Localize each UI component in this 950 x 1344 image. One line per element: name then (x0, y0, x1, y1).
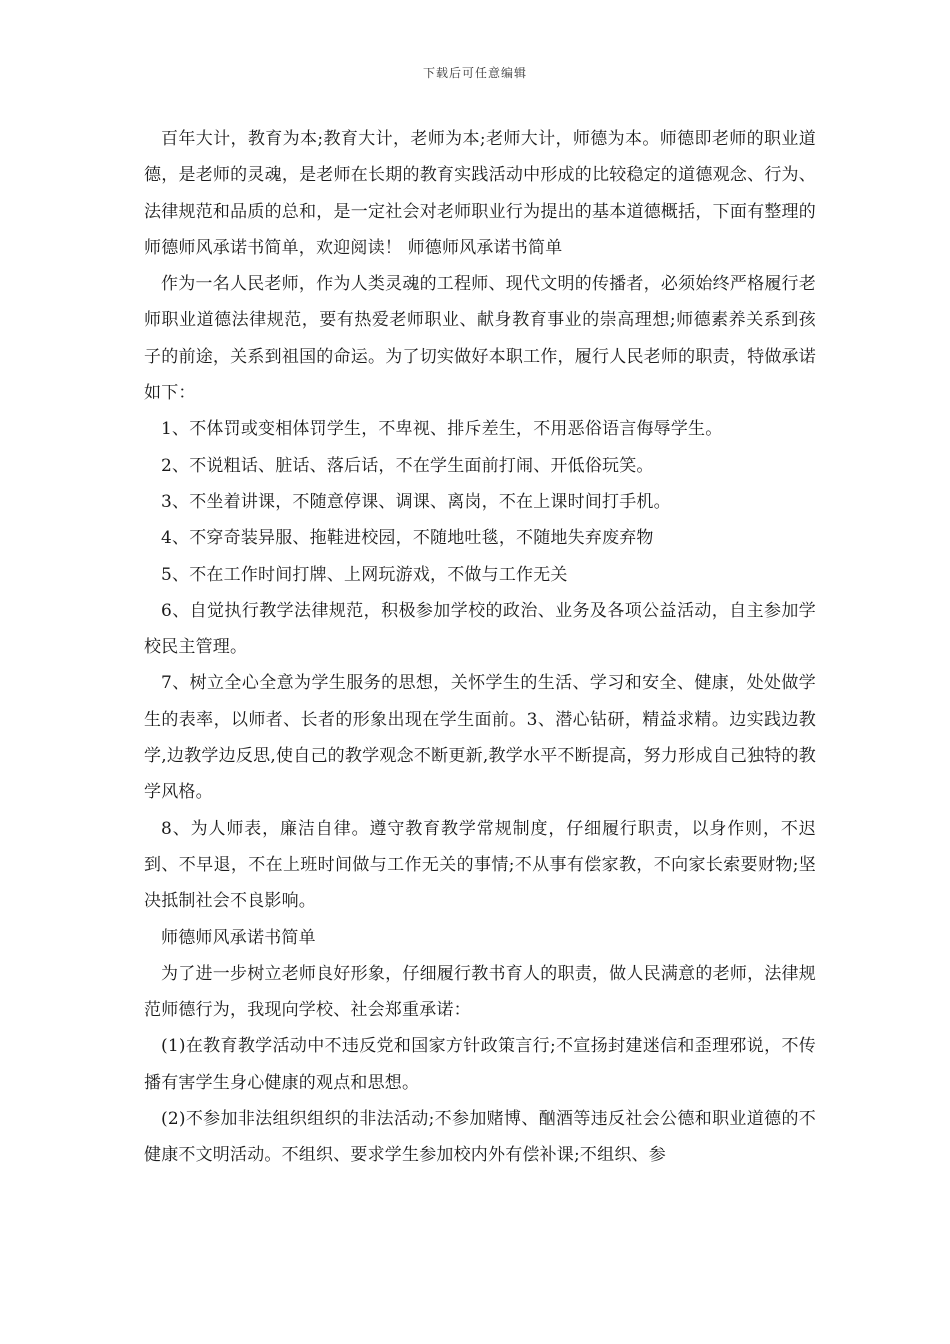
page-header: 下载后可任意编辑 (422, 66, 527, 80)
commitment-item-2: 2、不说粗话、脏话、落后话，不在学生面前打闹、开低俗玩笑。 (161, 455, 654, 476)
commitment-intro-paragraph: 作为一名人民老师，作为人类灵魂的工程师、现代文明的传播者，必须始终严格履行老师职业道德法律规范，要有热爱老师职业、献身教育事业的崇高理想;师德素养关系到孩子的前途，关系到祖国的命运。为了切实做好本职工作，履行人民老师的职责，特做承诺如下： (144, 274, 816, 404)
pledge-item-2: (2)不参加非法组织组织的非法活动;不参加赌博、酗酒等违反社会公德和职业道德的不健康不文明活动。不组织、要求学生参加校内外有偿补课;不组织、参 (144, 1109, 816, 1166)
commitment-item-5: 5、不在工作时间打牌、上网玩游戏，不做与工作无关 (161, 564, 568, 585)
intro-paragraph: 百年大计，教育为本;教育大计，老师为本;老师大计，师德为本。师德即老师的职业道德，是老师的灵魂，是老师在长期的教育实践活动中形成的比较稳定的道德观念、行为、法律规范和品质的总和，是一定社会对老师职业行为提出的基本道德概括，下面有整理的师德师风承诺书简单，欢迎阅读！ 师德师风承诺书简单 (144, 129, 816, 258)
second-intro-paragraph: 为了进一步树立老师良好形象，仔细履行教书育人的职责，做人民满意的老师，法律规范师德行为，我现向学校、社会郑重承诺： (144, 963, 816, 1021)
pledge-item-1: (1)在教育教学活动中不违反党和国家方针政策言行;不宣扬封建迷信和歪理邪说，不传播有害学生身心健康的观点和思想。 (144, 1036, 816, 1093)
commitment-item-7: 7、树立全心全意为学生服务的思想，关怀学生的生活、学习和安全、健康，处处做学生的表率，以师者、长者的形象出现在学生面前。3、潜心钻研，精益求精。边实践边教学,边教学边反思,使自己的教学观念不断更新,教学水平不断提高，努力形成自己独特的教学风格。 (144, 673, 816, 803)
commitment-item-1: 1、不体罚或变相体罚学生，不卑视、排斥差生，不用恶俗语言侮辱学生。 (161, 419, 723, 440)
commitment-item-3: 3、不坐着讲课，不随意停课、调课、离岗，不在上课时间打手机。 (161, 491, 671, 512)
commitment-item-6: 6、自觉执行教学法律规范，积极参加学校的政治、业务及各项公益活动，自主参加学校民主管理。 (144, 600, 816, 658)
commitment-item-4: 4、不穿奇装异服、拖鞋进校园，不随地吐毯，不随地失弃废弃物 (161, 528, 654, 549)
section-heading: 师德师风承诺书简单 (161, 927, 316, 948)
commitment-item-8: 8、为人师表，廉洁自律。遵守教育教学常规制度，仔细履行职责，以身作则，不迟到、不早退，不在上班时间做与工作无关的事情;不从事有偿家教，不向家长索要财物;坚决抵制社会不良影响。 (144, 818, 816, 912)
document-body (144, 121, 816, 1174)
